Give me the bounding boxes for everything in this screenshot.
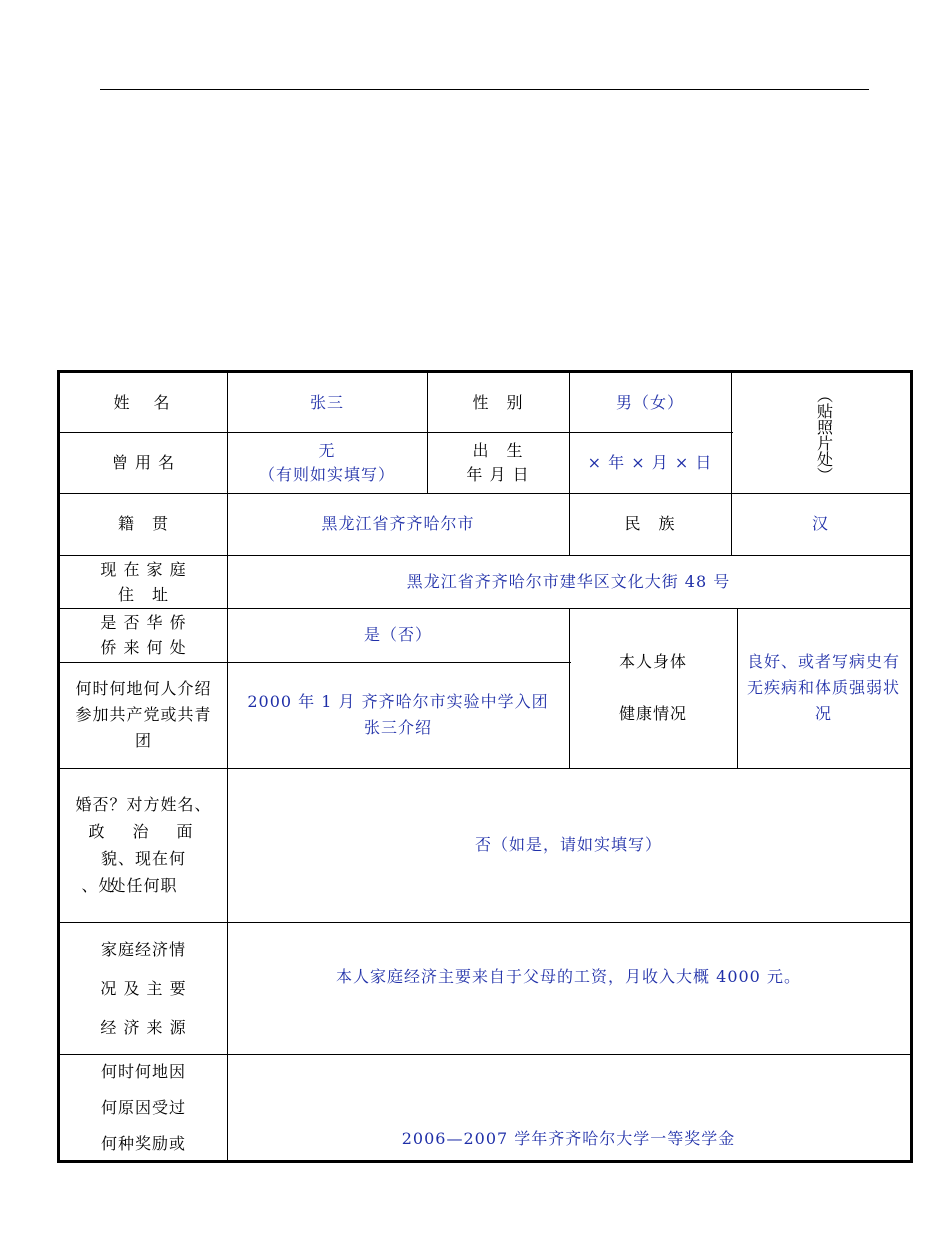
marriage-label-line: 婚否？对方姓名、	[75, 795, 212, 814]
party-label: 何时何地何人介绍参加共产党或共青团	[75, 679, 212, 750]
gender-label: 性 别	[472, 392, 524, 412]
ethnicity-label: 民 族	[624, 514, 676, 533]
ethnicity-value: 汉	[811, 514, 829, 533]
overseas-value: 是（否）	[363, 625, 432, 644]
photo-area	[731, 373, 910, 493]
award-label-line: 何原因受过	[100, 1098, 186, 1117]
birth-label-line: 出 生	[472, 440, 524, 460]
marriage-label-fragment: 、处	[81, 876, 116, 895]
health-label	[569, 608, 737, 768]
party-value: 2000 年 1 月 齐齐哈尔市实验中学入团 张三介绍	[247, 692, 549, 737]
economy-label-line: 家庭经济情	[100, 939, 186, 959]
gender-value: 男（女）	[615, 392, 684, 412]
birth-label-line: 年 月 日	[466, 464, 530, 484]
address-label-line: 住 址	[117, 584, 169, 604]
photo-placeholder-label: （贴照片处）	[814, 387, 834, 483]
award-label-line: 何种奖励或	[100, 1134, 186, 1153]
birth-label	[427, 432, 569, 493]
economy-label-line: 况 及 主 要	[100, 978, 187, 998]
marriage-label-line: 貌、现在何	[100, 849, 186, 868]
award-value: 2006—2007 学年齐齐哈尔大学一等奖学金	[401, 1129, 736, 1148]
overseas-label-line: 是 否 华 侨	[100, 613, 187, 632]
marriage-label-text: 处任何职	[109, 876, 178, 895]
health-label-line: 本人身体	[618, 652, 687, 671]
economy-label-line: 经 济 来 源	[100, 1017, 187, 1037]
health-value: 良好、或者写病史有无疾病和体质强弱状况	[746, 652, 900, 723]
marriage-label-line: 政 治 面	[88, 822, 199, 841]
overseas-label-line: 侨 来 何 处	[100, 638, 187, 657]
alias-label: 曾 用 名	[111, 452, 176, 472]
native-place-label: 籍 贯	[117, 514, 169, 533]
economy-value: 本人家庭经济主要来自于父母的工资，月收入大概 4000 元。	[336, 967, 801, 986]
native-place-value: 黑龙江省齐齐哈尔市	[321, 514, 475, 533]
name-value: 张三	[309, 392, 344, 412]
header-rule	[100, 89, 869, 90]
address-label-line: 现 在 家 庭	[100, 559, 187, 579]
health-label-line: 健康情况	[618, 704, 687, 723]
overseas-label	[60, 608, 227, 662]
marriage-label-line	[81, 872, 178, 899]
marriage-value: 否（如是，请如实填写）	[474, 835, 662, 854]
alias-value-line: 无	[318, 440, 336, 460]
award-label-line: 何时何地因	[100, 1062, 186, 1081]
address-label	[60, 555, 227, 608]
name-label: 姓 名	[113, 392, 174, 412]
registration-form-table	[57, 370, 913, 1163]
award-label	[60, 1054, 227, 1160]
address-value: 黑龙江省齐齐哈尔市建华区文化大街 48 号	[406, 571, 731, 591]
alias-value	[227, 432, 427, 493]
birth-value: × 年 × 月 × 日	[587, 452, 713, 472]
economy-label	[60, 922, 227, 1054]
marriage-label	[60, 768, 227, 922]
alias-value-note: （有则如实填写）	[258, 464, 395, 484]
